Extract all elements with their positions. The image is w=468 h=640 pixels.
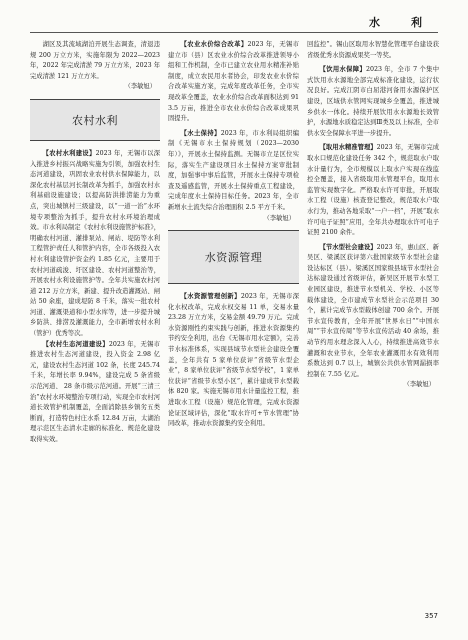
column-right [307,40,439,596]
article-tag: 【农业水价综合改革】 [180,41,248,48]
article-body: 2023 年，无锡市以深入推进乡村振兴战略实施为引领，加强农村生态河道建设，巩固农业农村供水保障能力，以深化农村基层河长制改革为抓手，加强农村水利基础设施建设；以提高防洪排涝能力为重点，突出城镇村三级建设，以“一道一治”水环境专项整治为抓手，提升农村水环境治理成效。市水利局制定《农村水利设施管护标准》，明确农村河道、灌排泵站、闸站、堤防等水利工程管护责任人和管护内容，全市各级投入农村水利建设管护资金约 1.85 亿元，主要用于农村河道疏浚、圩区建设、农村河道整治等，开展农村水利设施管护等。全年共实施农村河道 212 万立方米，新建、提升改造灌溉站、闸站 50 余座，建成堤防 8 千米，落实一批农村河道、灌溉渠道和小型水库等，进一步提升城乡防洪、排涝及灌溉能力，全市新增农村水利（管护）优秀等次。 [30,149,160,338]
author-credit: （李敏旭） [403,381,435,389]
author-credit: （李敏旭） [263,214,295,222]
header-title: 水 利 [369,16,432,29]
article-body: 2023 年，无锡市建立市（县）区农业水价综合改革推进领导小组和工作机制，全市已建立农业用水精准补贴制度，成立农民用水者协会，印发农业水价综合改革实施方案，完成年度改革任务，全市实现改革全覆盖，农业水价综合改革面积达到 913.5 万亩，推进全市农业水价综合改革成果巩固提升。 [168,41,299,123]
article-tag: 【农村生态河道建设】 [42,340,109,348]
article-soil-conservation [168,129,299,214]
article-body: 2023 年，市水利局组织编制《无锡市水土保持规划（2023—2030 年）》，开展水土保持监测。无锡市立足区位实际，落实生产建设项目水土保持方案审批制度，加强事中事后监管，开展水土保持专项检查及遥感监管，开展水土保持重点工程建设，完成年度水土保持目标任务。2023 年，全市新增水土流失综合治理面积 2.5 平方千米。 [168,129,299,211]
article-tag: 【农村水利建设】 [42,149,96,157]
article-water-intake-management [307,143,439,238]
header-rule [30,32,438,33]
article-drinking-water [307,65,439,139]
section-heading-rural-water [30,99,160,141]
article-body: 2023 年，无锡市深化水权改革，完成水权交易 11 单，交易水量 23.28 万立方米，交易金额 49.79 万元。完成水资源刚性约束实践与创新，推进水资源集约节约安全利用，出台《无锡市用水定额》，完善节水标准体系，实现县域节水型社会建设全覆盖，全年共有 5 家单位获评“省级节水型企业”，8 家单位获评“省级节水型学校”，1 家单位获评“省级节水型小区”，累计建成节水型载体 820 家。实施无锡市用水计量监控工程，推进取水工程（设施）规范化管理，完成水资源论证区域评估，深化“取水许可+节水管理”协同改革，推动水资源集约安全利用。 [168,293,299,428]
article-water-saving-society [307,243,439,381]
section-heading-label: 农村水利 [30,100,160,140]
article-tag: 【水土保持】 [180,129,221,137]
article-tag: 【取用水精准管理】 [319,144,377,152]
article-water-price-reform [168,40,299,125]
section-heading-water-resources [168,230,299,284]
article-body: 2023 年，无锡市推进农村生态河道建设，投入资金 2.98 亿元，建设农村生态河道 102 条，长度 245.74 千米，年增长率 9.94%，建设完成 5 条省级示范河道、 28 条市级示范河道。开展“三清三治”农村水环境整治专项行动，实现全市农村河道长效管护机制覆盖，全面消除县乡镇劣五类断面，打造特色村庄水系 12.84 万亩，太湖治理示范区生态清水走廊的标准化、规范化建设取得实效。 [30,340,160,443]
page-number: 357 [424,612,438,620]
article-body: 2023 年，惠山区、新吴区、梁溪区获评第六批国家级节水型社会建设达标区（县）。梁溪区国家级县域节水型社会达标建设通过省级评估，新吴区开展节水型工业园区建设，推进节水型机关、学校、小区等载体建设，全市建成节水型社会示范项目 30 个，累计完成节水型载体创建 700 余个。开展节水宣传教育，全年开展“世界水日”“中国水周”“节水宣传周”等节水宣传活动 40 余场，推动节约用水理念深入人心，持续推进高效节水灌溉和农业节水，全年农业灌溉用水有效利用系数达到 0.7 以上，城镇公共供水管网漏损率控制在 7.55 亿元。 [307,243,439,378]
intro-paragraph: 湖区及其流域湖泊开展生态调查，清退违规 200 万立方米，实施年限为 2022—2023 年，2022 年完成清淤 79 万立方米，2023 年完成清淤 121 万立方米。 [30,41,160,80]
column-left [30,40,160,596]
column-middle [168,40,299,596]
article-rural-water-construction [30,149,160,340]
article-eco-river-construction [30,340,160,446]
article-body: 2023 年，无锡市完成取水口规范化建设任务 342 个，规范取水户取水计量行为，全市规模以上取水户实现在线监控全覆盖，接入省级取用水管理平台，取用水监管实现数字化。严格取水许可审批，开展取水工程（设施）核查登记整改，规范取水户取水行为，推动各地采取“一户一档”，开展“取水许可电子证照”应用，全年共办理取水许可电子证照 2100 余件。 [307,144,439,237]
article-tag: 【饮用水保障】 [319,66,366,74]
article-tag: 【节水型社会建设】 [319,243,377,251]
article-tag: 【水资源管理创新】 [180,293,241,301]
section-heading-label: 水资源管理 [168,231,299,283]
article-water-management-innovation [168,292,299,430]
author-credit: （李敏旭） [124,83,156,91]
article-body: 2023 年，全市 7 个集中式饮用水水源地全部完成标准化建设，运行状况良好。完成江阴市白屈港河备用水源保护区建设，区域供水管网实现城乡全覆盖，推进城乡供水一体化。持续开展饮用水水源地长效管护，水源地水质稳定达到Ⅲ类及以上标准，全市供水安全保障水平进一步提升。 [307,66,439,137]
article-continuation: 回监控”。锡山区取用水智慧化管理平台建设获省级优秀水资源成果奖一等奖。 [307,41,439,59]
